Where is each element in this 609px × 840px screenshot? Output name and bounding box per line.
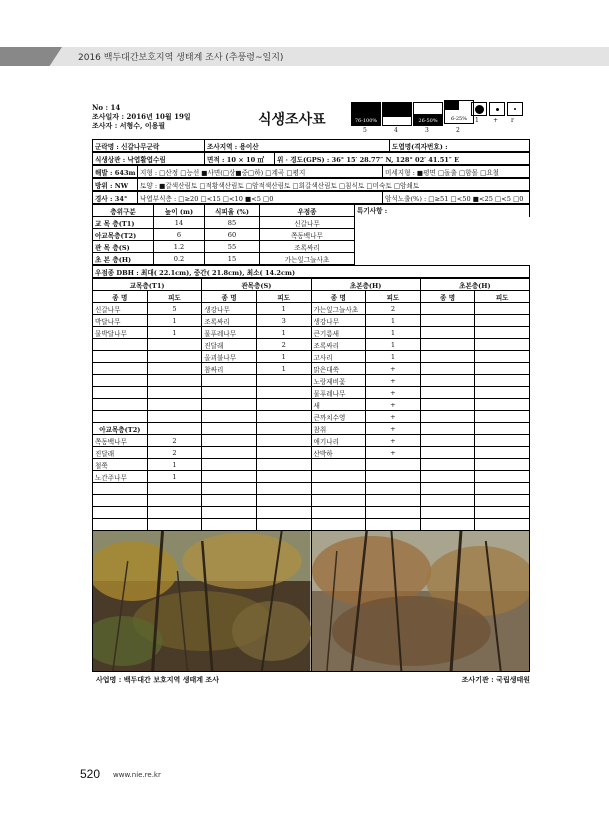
- species-name: 노간주나무: [93, 471, 148, 483]
- layer-cell: 85: [205, 217, 260, 229]
- species-cover: [147, 399, 202, 411]
- layer-cell: 초 본 층(H): [93, 253, 154, 265]
- running-header-bar: [0, 47, 609, 66]
- species-cover: +: [366, 411, 421, 423]
- survey-area: 조사지역 : 용이산: [205, 140, 390, 152]
- species-name: [420, 435, 475, 447]
- species-cover: [147, 495, 202, 507]
- species-name: 철쭉: [93, 459, 148, 471]
- column-cover: 피도: [475, 291, 530, 303]
- species-cover: 1: [147, 471, 202, 483]
- species-name: 진달래: [93, 447, 148, 459]
- species-name: [202, 519, 257, 531]
- species-cover: 1: [366, 351, 421, 363]
- species-name: [420, 351, 475, 363]
- coverage-score: r: [511, 117, 514, 124]
- species-cover: [147, 339, 202, 351]
- species-row: [93, 303, 530, 315]
- species-cover: [256, 471, 311, 483]
- species-cover: 1: [366, 315, 421, 327]
- species-name: [420, 459, 475, 471]
- species-cover: 2: [256, 339, 311, 351]
- coverage-fill: [383, 103, 411, 117]
- remarks: 특기사항 :: [355, 205, 530, 217]
- species-cover: 2: [147, 447, 202, 459]
- species-row: [93, 351, 530, 363]
- species-name: 큰기름새: [311, 327, 366, 339]
- species-cover: [147, 375, 202, 387]
- species-cover: [256, 459, 311, 471]
- species-name: [311, 471, 366, 483]
- page-number: 520: [80, 767, 101, 781]
- species-name: [202, 447, 257, 459]
- layer-header-cover: 식피율 (%): [205, 205, 260, 217]
- layer-cell: 0.2: [154, 253, 205, 265]
- species-name: 가는잎그늘사초: [311, 303, 366, 315]
- column-cover: 피도: [366, 291, 421, 303]
- species-cover: [147, 363, 202, 375]
- species-cover: 2: [366, 303, 421, 315]
- species-name: 고사리: [311, 351, 366, 363]
- species-name: [93, 519, 148, 531]
- layer-cell: 가는잎그늘사초: [260, 253, 355, 265]
- coverage-fill: [445, 101, 459, 110]
- species-cover: [475, 483, 530, 495]
- species-cover: [475, 303, 530, 315]
- species-cover: [256, 375, 311, 387]
- species-name: [93, 411, 148, 423]
- species-cover: [147, 387, 202, 399]
- species-row: [93, 315, 530, 327]
- species-cover: [256, 495, 311, 507]
- form-number: No : 14: [92, 103, 121, 112]
- species-name: 맑은대쑥: [311, 363, 366, 375]
- species-cover: [256, 483, 311, 495]
- species-section-header: 관목층(S): [202, 279, 311, 291]
- species-name: [93, 483, 148, 495]
- species-cover: [256, 411, 311, 423]
- site-url: www.nie.re.kr: [113, 771, 161, 779]
- species-cover: [475, 363, 530, 375]
- species-cover: [475, 447, 530, 459]
- survey-agency: 조사기관 : 국립생태원: [461, 675, 530, 684]
- layer-cell: 아교목층(T2): [93, 229, 154, 241]
- species-name: [311, 507, 366, 519]
- species-cover: [256, 519, 311, 531]
- species-name: [420, 303, 475, 315]
- coverage-score: 2: [456, 127, 460, 134]
- layer-cell: 조록싸리: [260, 241, 355, 253]
- plot-area: 면적 : 10 × 10 ㎡: [205, 153, 275, 165]
- layer-header-dominant: 우점종: [260, 205, 355, 217]
- species-name: 참취: [311, 423, 366, 435]
- species-name: [420, 447, 475, 459]
- species-row: [93, 375, 530, 387]
- altitude: 해발 : 643m: [93, 166, 138, 178]
- layer-cell: 교 목 층(T1): [93, 217, 154, 229]
- column-species-name: 종 명: [202, 291, 257, 303]
- species-row: [93, 519, 530, 531]
- species-cover: 1: [256, 303, 311, 315]
- species-cover: +: [366, 447, 421, 459]
- soil-type: 토양 : ■갈색산림토 □적황색산림토 □암적색산림토 □회갈색산림토 □침식토 □미숙토 □암쇄토: [138, 179, 530, 191]
- species-cover: 1: [366, 339, 421, 351]
- species-cover: [475, 423, 530, 435]
- layer-header-class: 층위구분: [93, 205, 154, 217]
- species-cover: [366, 507, 421, 519]
- species-name: [311, 459, 366, 471]
- header-wedge: [0, 47, 62, 66]
- species-name: 물박달나무: [93, 327, 148, 339]
- layer-cell: 6: [154, 229, 205, 241]
- cover-symbol-box: [507, 102, 523, 116]
- coverage-score: 1: [475, 117, 479, 124]
- species-row: [93, 363, 530, 375]
- species-name: 큰까치수영: [311, 411, 366, 423]
- forest-photo-left: [93, 531, 311, 671]
- species-name: [420, 375, 475, 387]
- surveyors: 조사자 : 서형수, 이용필: [92, 121, 166, 130]
- species-name: [420, 483, 475, 495]
- species-name: 참싸리: [202, 363, 257, 375]
- species-cover: [475, 387, 530, 399]
- species-row: [93, 447, 530, 459]
- map-sheet: 도엽명(격자번호) :: [390, 140, 530, 152]
- form-header: [92, 99, 530, 139]
- species-name: [420, 387, 475, 399]
- forest-photo-right: [312, 531, 530, 671]
- species-section-header: 초본층(H): [311, 279, 420, 291]
- site-info-row5: [92, 191, 530, 204]
- cover-symbol-box: [489, 102, 505, 116]
- cover-symbol-box: [471, 102, 487, 116]
- species-name: [420, 507, 475, 519]
- species-name: 신갈나무: [93, 303, 148, 315]
- species-cover: [475, 507, 530, 519]
- species-cover: [256, 387, 311, 399]
- species-cover: 1: [147, 327, 202, 339]
- species-name: [202, 435, 257, 447]
- species-name: [420, 339, 475, 351]
- species-cover: 1: [256, 351, 311, 363]
- species-name: [420, 399, 475, 411]
- species-name: 조록싸리: [202, 315, 257, 327]
- species-row: [93, 387, 530, 399]
- plot-photo-right: [311, 531, 530, 671]
- species-cover: [475, 519, 530, 531]
- community-name: 군락명 : 신갈나무군락: [93, 140, 205, 152]
- species-cover: 1: [256, 327, 311, 339]
- project-name: 사업명 : 백두대간 보호지역 생태계 조사: [96, 675, 219, 684]
- species-name: 산박하: [311, 447, 366, 459]
- gps-coordinates: 위 · 경도(GPS) : 36° 15′ 28.77″ N, 128° 02′ 41.51″ E: [275, 153, 530, 165]
- species-name: [202, 375, 257, 387]
- species-name: [311, 495, 366, 507]
- species-cover: [475, 411, 530, 423]
- layer-cell: 15: [205, 253, 260, 265]
- species-name: 생강나무: [202, 303, 257, 315]
- coverage-box: [413, 102, 443, 126]
- species-name: 생강나무: [311, 315, 366, 327]
- form-footer: [92, 672, 530, 686]
- species-row: [93, 411, 530, 423]
- species-cover: [475, 339, 530, 351]
- layer-cell: 쪽동백나무: [260, 229, 355, 241]
- column-cover: 피도: [147, 291, 202, 303]
- layer-cell: 1.2: [154, 241, 205, 253]
- species-cover: [475, 375, 530, 387]
- species-cover: [366, 495, 421, 507]
- species-row: [93, 339, 530, 351]
- species-name: [420, 363, 475, 375]
- species-cover: +: [366, 423, 421, 435]
- species-section-header: 초본층(H): [420, 279, 529, 291]
- species-row: [93, 459, 530, 471]
- layer-cell: 관 목 층(S): [93, 241, 154, 253]
- species-name: [420, 411, 475, 423]
- coverage-box: [351, 102, 381, 126]
- species-name: 쪽동백나무: [93, 435, 148, 447]
- coverage-score: 4: [394, 127, 398, 134]
- species-name: [93, 399, 148, 411]
- layer-cell: 신갈나무: [260, 217, 355, 229]
- dominant-dbh: 우점종 DBH : 최대( 22.1cm), 중간( 21.8cm), 최소( 14.2cm): [93, 266, 530, 278]
- coverage-box: [382, 102, 412, 126]
- species-name: [93, 363, 148, 375]
- species-name: 애기나리: [311, 435, 366, 447]
- species-cover: [366, 459, 421, 471]
- species-name: 박달나무: [93, 315, 148, 327]
- species-name: [311, 519, 366, 531]
- species-cover: [366, 519, 421, 531]
- species-section-header: 교목층(T1): [93, 279, 202, 291]
- species-row: [93, 435, 530, 447]
- species-cover: [147, 519, 202, 531]
- site-info-row4: [92, 178, 530, 191]
- species-cover: [475, 495, 530, 507]
- coverage-label: 26-50%: [418, 118, 438, 124]
- aspect: 방위 : NW: [93, 179, 138, 191]
- species-name: [420, 471, 475, 483]
- column-cover: 피도: [256, 291, 311, 303]
- species-cover: [366, 483, 421, 495]
- site-info-row3: [92, 165, 530, 178]
- layer-header-height: 높이 (m): [154, 205, 205, 217]
- species-row: [93, 495, 530, 507]
- layer-cell: 14: [154, 217, 205, 229]
- column-species-name: 종 명: [311, 291, 366, 303]
- running-header: 2016 백두대간보호지역 생태계 조사 (추풍령~일지): [78, 53, 284, 63]
- species-row: [93, 471, 530, 483]
- species-row: [93, 507, 530, 519]
- species-name: [202, 483, 257, 495]
- species-cover: [366, 471, 421, 483]
- species-name: [202, 411, 257, 423]
- survey-date: 조사일자 : 2016년 10월 19일: [92, 112, 191, 121]
- species-table: [92, 278, 530, 531]
- species-cover: +: [366, 375, 421, 387]
- coverage-box: [444, 100, 474, 124]
- species-cover: [256, 399, 311, 411]
- coverage-score: +: [493, 117, 499, 124]
- species-name: 진달래: [202, 339, 257, 351]
- vegetation-physiognomy: 식생상관 : 낙엽활엽수림: [93, 153, 205, 165]
- species-cover: 1: [366, 327, 421, 339]
- species-cover: 1: [147, 315, 202, 327]
- species-cover: +: [366, 435, 421, 447]
- species-name: [93, 375, 148, 387]
- species-name: [202, 459, 257, 471]
- slope: 경사 : 34°: [93, 192, 138, 204]
- subsection-header: 아교목층(T2): [93, 423, 148, 435]
- species-name: 물푸레나무: [202, 327, 257, 339]
- species-cover: [475, 471, 530, 483]
- species-cover: [475, 459, 530, 471]
- species-name: [202, 507, 257, 519]
- species-cover: [147, 507, 202, 519]
- plot-photos: [92, 531, 530, 672]
- species-cover: [256, 507, 311, 519]
- species-cover: [147, 423, 202, 435]
- species-name: [420, 423, 475, 435]
- species-name: [311, 483, 366, 495]
- species-cover: [475, 399, 530, 411]
- species-name: [420, 327, 475, 339]
- species-name: [93, 495, 148, 507]
- litter-layer: 낙엽부식층 : □≥20 □<15 □<10 ■<5 □0: [138, 192, 383, 204]
- species-name: [420, 495, 475, 507]
- species-row: [93, 399, 530, 411]
- species-cover: [256, 447, 311, 459]
- cover-symbol-dot: [475, 105, 484, 114]
- species-cover: [147, 411, 202, 423]
- species-cover: [475, 435, 530, 447]
- species-cover: +: [366, 399, 421, 411]
- vegetation-survey-form: [92, 99, 530, 686]
- layer-cell: 55: [205, 241, 260, 253]
- cover-symbol-dot: [496, 108, 499, 111]
- species-name: [93, 351, 148, 363]
- species-name: [202, 423, 257, 435]
- species-cover: +: [366, 387, 421, 399]
- dbh-row-table: [92, 265, 530, 278]
- species-cover: [475, 315, 530, 327]
- site-info-row2: [92, 152, 530, 165]
- species-name: [202, 495, 257, 507]
- species-cover: 1: [256, 363, 311, 375]
- plot-photo-left: [93, 531, 311, 671]
- species-name: [202, 387, 257, 399]
- species-cover: [475, 327, 530, 339]
- species-name: 물푸레나무: [311, 387, 366, 399]
- species-cover: [256, 435, 311, 447]
- species-name: [420, 519, 475, 531]
- species-cover: [256, 423, 311, 435]
- species-name: [93, 387, 148, 399]
- species-row: [93, 327, 530, 339]
- rock-exposure: 암석노출(%) : □≥51 □<50 ■<25 □<5 □0: [383, 192, 530, 204]
- column-species-name: 종 명: [420, 291, 475, 303]
- coverage-score: 3: [425, 127, 429, 134]
- species-name: 올괴불나무: [202, 351, 257, 363]
- species-cover: [147, 483, 202, 495]
- species-row: [93, 483, 530, 495]
- species-name: [93, 507, 148, 519]
- coverage-score: 5: [363, 127, 367, 134]
- layer-table: [92, 204, 530, 265]
- species-name: [202, 399, 257, 411]
- species-name: [202, 471, 257, 483]
- terrain: 지형 : □산정 □능선 ■사면(□상■중□하) □계곡 □평지: [138, 166, 383, 178]
- species-cover: 3: [256, 315, 311, 327]
- coverage-label: 76-100%: [354, 118, 378, 124]
- cover-symbol-dot: [514, 108, 516, 110]
- species-cover: +: [366, 363, 421, 375]
- species-name: [420, 315, 475, 327]
- species-name: 노랑제비꽃: [311, 375, 366, 387]
- species-name: 새: [311, 399, 366, 411]
- species-cover: 1: [147, 459, 202, 471]
- species-cover: 5: [147, 303, 202, 315]
- coverage-label: 6-25%: [451, 116, 467, 122]
- layer-cell: 60: [205, 229, 260, 241]
- column-species-name: 종 명: [93, 291, 148, 303]
- species-name: 조록싸리: [311, 339, 366, 351]
- species-cover: [147, 351, 202, 363]
- species-cover: 2: [147, 435, 202, 447]
- form-title: 식생조사표: [258, 112, 326, 128]
- coverage-label: 51-75%: [387, 118, 407, 124]
- species-name: [93, 339, 148, 351]
- site-info-table: [92, 139, 530, 152]
- species-row: [93, 423, 530, 435]
- micro-terrain: 미세지형 : ■평면 □돌출 □함몰 □요철: [383, 166, 530, 178]
- species-cover: [475, 351, 530, 363]
